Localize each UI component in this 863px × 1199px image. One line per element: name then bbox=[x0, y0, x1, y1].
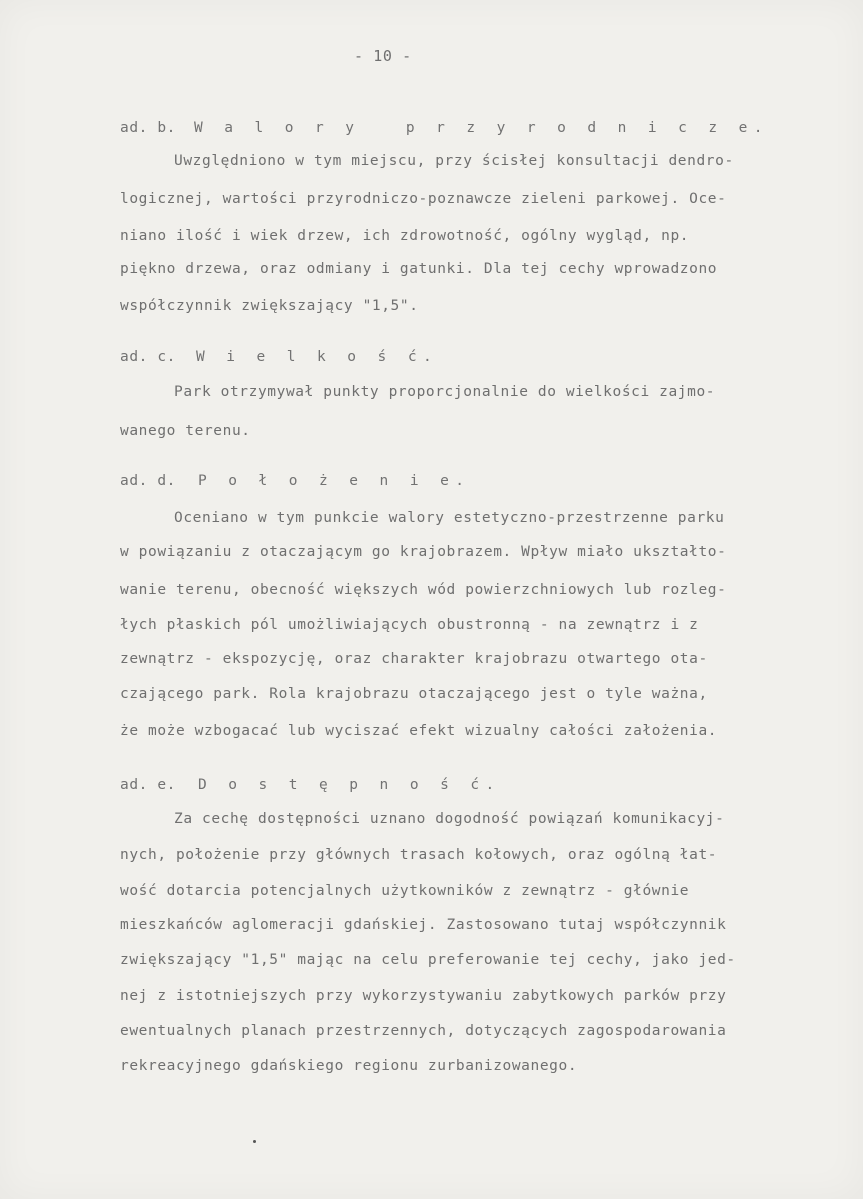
section-d-title: P o ł o ż e n i e. bbox=[198, 473, 471, 489]
section-e-line: zwiększający "1,5" mając na celu preferowanie tej cechy, jako jed- bbox=[120, 952, 736, 968]
section-e-line: nej z istotniejszych przy wykorzystywaniu zabytkowych parków przy bbox=[120, 988, 727, 1004]
section-b-line: piękno drzewa, oraz odmiany i gatunki. Dla tej cechy wprowadzono bbox=[120, 261, 718, 277]
section-d-label: ad. d. bbox=[120, 473, 176, 489]
page-number: - 10 - bbox=[354, 47, 412, 65]
section-e-label: ad. e. bbox=[120, 777, 176, 793]
section-d-line: że może wzbogacać lub wyciszać efekt wizualny całości założenia. bbox=[120, 723, 718, 739]
section-c-label: ad. c. bbox=[120, 349, 176, 365]
section-d-line: zewnątrz - ekspozycję, oraz charakter krajobrazu otwartego ota- bbox=[120, 651, 708, 667]
section-d-line: w powiązaniu z otaczającym go krajobrazem. Wpływ miało ukształto- bbox=[120, 544, 727, 560]
section-b-line: logicznej, wartości przyrodniczo-poznawcze zieleni parkowej. Oce- bbox=[120, 191, 727, 207]
stray-dot bbox=[253, 1140, 256, 1143]
section-d-line: wanie terenu, obecność większych wód powierzchniowych lub rozleg- bbox=[120, 582, 727, 598]
section-b-title: W a l o r y p r z y r o d n i c z e. bbox=[194, 120, 769, 136]
section-e-line: rekreacyjnego gdańskiego regionu zurbanizowanego. bbox=[120, 1058, 578, 1074]
section-e-line: ewentualnych planach przestrzennych, dotyczących zagospodarowania bbox=[120, 1023, 727, 1039]
section-e-line: Za cechę dostępności uznano dogodność powiązań komunikacyj- bbox=[174, 811, 725, 827]
section-e-line: nych, położenie przy głównych trasach kołowych, oraz ogólną łat- bbox=[120, 847, 718, 863]
section-d-line: Oceniano w tym punkcie walory estetyczno-przestrzenne parku bbox=[174, 510, 725, 526]
section-c-title: W i e l k o ś ć. bbox=[196, 349, 439, 365]
section-b-line: współczynnik zwiększający "1,5". bbox=[120, 298, 419, 314]
section-d-line: łych płaskich pól umożliwiających obustronną - na zewnątrz i z bbox=[120, 617, 699, 633]
section-e-line: mieszkańców aglomeracji gdańskiej. Zastosowano tutaj współczynnik bbox=[120, 917, 727, 933]
section-e-title: D o s t ę p n o ś ć. bbox=[198, 777, 501, 793]
section-b-line: Uwzględniono w tym miejscu, przy ścisłej konsultacji dendro- bbox=[174, 153, 734, 169]
section-e-line: wość dotarcia potencjalnych użytkowników z zewnątrz - głównie bbox=[120, 883, 690, 899]
section-c-line: Park otrzymywał punkty proporcjonalnie do wielkości zajmo- bbox=[174, 384, 716, 400]
section-b-label: ad. b. bbox=[120, 120, 176, 136]
section-c-line: wanego terenu. bbox=[120, 423, 251, 439]
section-b-line: niano ilość i wiek drzew, ich zdrowotność, ogólny wygląd, np. bbox=[120, 228, 690, 244]
section-d-line: czającego park. Rola krajobrazu otaczającego jest o tyle ważna, bbox=[120, 686, 708, 702]
